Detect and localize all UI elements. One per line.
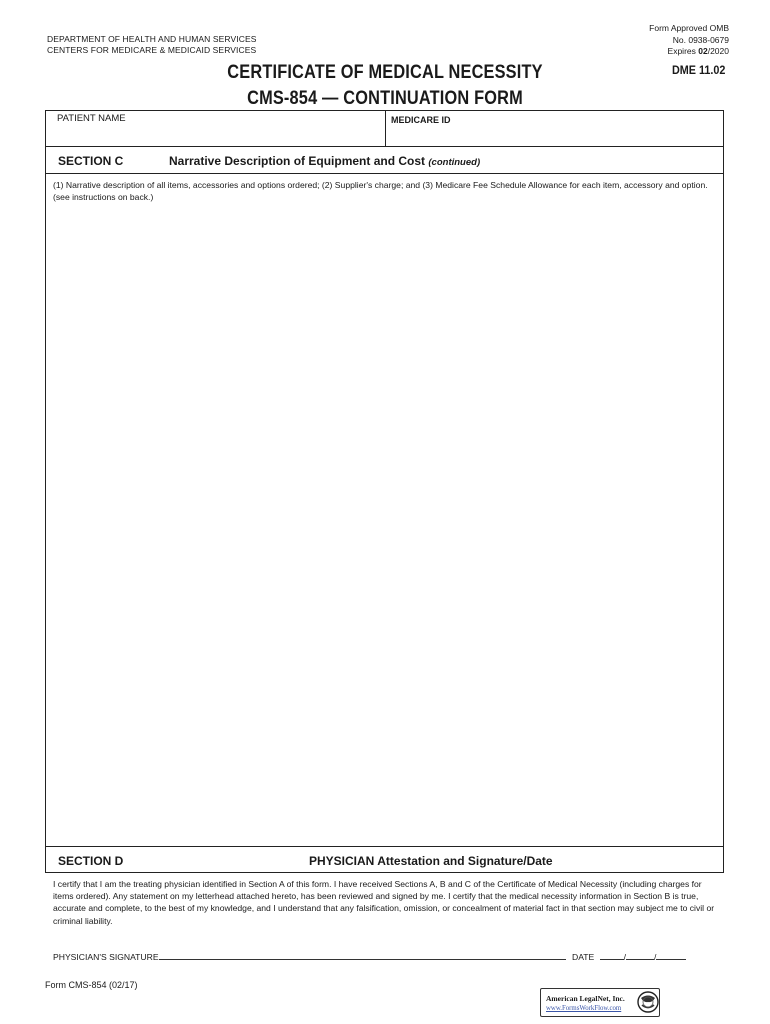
omb-approval (649, 23, 729, 58)
section-c-instructions: (1) Narrative description of all items, accessories and options ordered; (2) Supplier's charge; and (3) Medicare Fee Schedule Allowance for each item, accessory and option. (see instructions on back.) (53, 180, 708, 202)
publisher-url-link[interactable]: www.FormsWorkFlow.com (546, 1005, 622, 1012)
form-number: Form CMS-854 (02/17) (45, 980, 138, 990)
date-day-field[interactable] (623, 951, 657, 962)
form-title (192, 60, 579, 112)
date-month-field[interactable] (600, 951, 627, 962)
department-header (47, 34, 257, 56)
date-label: DATE (571, 952, 595, 962)
medicare-id-field[interactable] (388, 128, 722, 144)
omb-expires-year: /2020 (707, 46, 729, 56)
title-line-2: CMS-854 — CONTINUATION FORM (247, 88, 523, 109)
physician-signature-label: PHYSICIAN'S SIGNATURE (53, 952, 159, 962)
omb-expires-month: 02 (698, 46, 708, 56)
section-c-title-text: Narrative Description of Equipment and Cost (169, 154, 426, 168)
globe-logo-icon (637, 990, 659, 1014)
section-c-title (169, 154, 480, 168)
medicare-id-label: MEDICARE ID (391, 115, 451, 125)
narrative-description-field[interactable] (47, 208, 722, 844)
patient-name-label: PATIENT NAME (57, 113, 126, 124)
physician-signature-field[interactable] (159, 951, 566, 960)
divider-section-c-header (45, 173, 724, 174)
title-line-1: CERTIFICATE OF MEDICAL NECESSITY (227, 62, 543, 83)
divider-patient-medicare (385, 110, 386, 146)
dme-code: DME 11.02 (671, 63, 725, 77)
date-separator-1: / (623, 952, 627, 962)
date-separator-2: / (654, 952, 657, 962)
section-c-label: SECTION C (58, 154, 124, 168)
section-d-title: PHYSICIAN Attestation and Signature/Date (309, 854, 553, 868)
divider-section-d-top (45, 846, 724, 847)
omb-line-2: No. 0938-0679 (672, 34, 729, 45)
patient-name-field[interactable] (47, 126, 383, 144)
publisher-name: American LegalNet, Inc. (546, 994, 625, 1003)
date-year-field[interactable] (656, 951, 686, 960)
omb-expires (649, 46, 729, 58)
signature-row (53, 951, 717, 962)
omb-expires-prefix: Expires (667, 46, 696, 56)
omb-line-1: Form Approved OMB (649, 23, 729, 33)
physician-attestation-text: I certify that I am the treating physician identified in Section A of this form. I have received Sections A, B and C of the Certificate of Medical Necessity (including charges for items ordered). Any statement on my letterhead attached hereto, has been reviewed and signed by me. I certify that the medical necessity information in Section B is true, accurate and complete, to the best of my knowledge, and I understand that any falsification, omission, or concealment of material fact in that section may subject me to civil or criminal liability. (53, 879, 715, 926)
section-d-label: SECTION D (58, 854, 124, 868)
divider-patient-row (45, 146, 724, 147)
section-c-title-suffix: (continued) (428, 157, 481, 168)
department-line-2: CENTERS FOR MEDICARE & MEDICAID SERVICES (47, 45, 257, 55)
department-line-1: DEPARTMENT OF HEALTH AND HUMAN SERVICES (47, 34, 257, 44)
